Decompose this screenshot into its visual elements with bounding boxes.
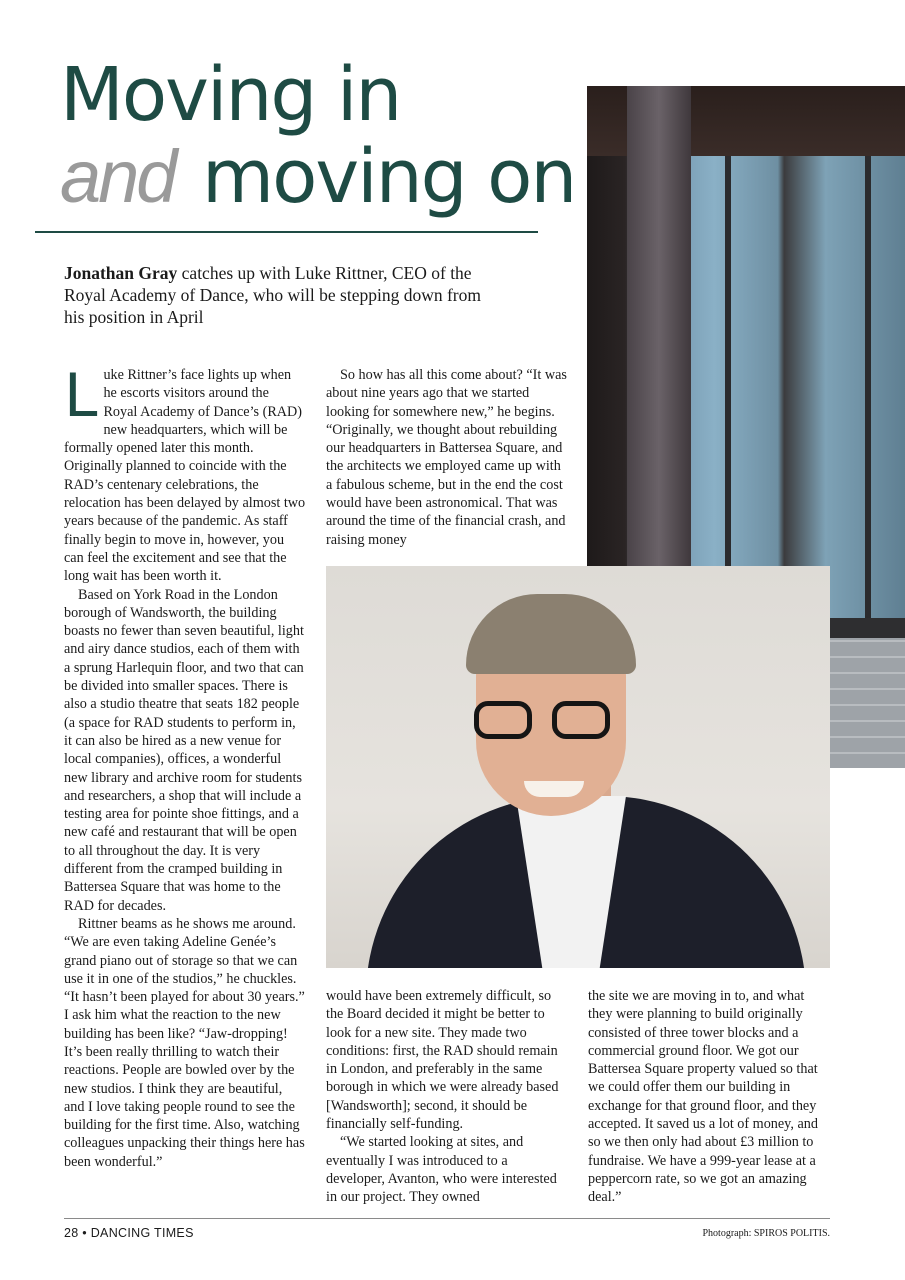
body-paragraph: would have been extremely difficult, so the Board decided it might be better to look for a new site. They made two conditions: first, the RAD should remain in London, and preferably in the same borough in which we were already based [Wandsworth]; second, it should be financially self-funding. bbox=[326, 988, 559, 1133]
glasses-lens-right bbox=[552, 701, 610, 739]
paragraph-text: uke Rittner’s face lights up when he escorts visitors around the Royal Academy of Dance’s (RAD) new headquarters, which will be formally opened later this month. Originally planned to coincide with the RAD’s centenary celebrations, the relocation has been delayed by almost two years because of the pandemic. As staff finally begin to move in, however, you can feel the excitement and see that the long wait has been worth it. bbox=[64, 367, 306, 585]
body-column-1 bbox=[64, 361, 306, 1171]
portrait-photo bbox=[326, 566, 830, 968]
body-paragraph: “We started looking at sites, and eventually I was introduced to a developer, Avanton, who were interested in our project. They owned bbox=[326, 1134, 557, 1206]
drop-cap: L bbox=[64, 361, 98, 431]
glasses-lens-left bbox=[474, 701, 532, 739]
headline-rule bbox=[35, 231, 538, 233]
body-column-2-bottom bbox=[326, 987, 562, 1207]
page-folio: 28 • DANCING TIMES bbox=[64, 1226, 194, 1240]
body-paragraph bbox=[64, 361, 306, 586]
body-paragraph: the site we are moving in to, and what they were planning to build originally consisted of three tower blocks and a commercial ground floor. We got our Battersea Square property valued so that we could offer them our building in exchange for that ground floor, and they accepted. It saved us a lot of money, and so we then only had about £3 million to fundraise. We have a 999-year lease at a peppercorn rate, so we got an amazing deal.” bbox=[588, 988, 818, 1206]
standfirst bbox=[64, 262, 504, 328]
photo-credit: Photograph: SPIROS POLITIS. bbox=[702, 1228, 830, 1239]
headline-italic-word: and bbox=[60, 135, 175, 218]
body-paragraph: So how has all this come about? “It was about nine years ago that we started looking for somewhere new,” he begins. “Originally, we thought about rebuilding our headquarters in Battersea Square, and the architects we employed came up with a fabulous scheme, but in the end the cost would have been astronomical. That was around the time of the financial crash, and raising money bbox=[326, 367, 567, 548]
portrait-smile bbox=[524, 781, 584, 797]
body-column-3 bbox=[588, 987, 824, 1207]
body-column-2-top bbox=[326, 366, 570, 549]
headline-line-2-text: moving on bbox=[202, 134, 576, 220]
portrait-hair bbox=[466, 594, 636, 674]
headline-line-1: Moving in bbox=[60, 52, 401, 138]
body-paragraph: Rittner beams as he shows me around. “We are even taking Adeline Genée’s grand piano out of storage so that we can use it in one of the studios,” he chuckles. “It hasn’t been played for about 30 years.” I ask him what the reaction to the new building has been like? “Jaw-dropping! It’s been really thrilling to watch their reactions. People are bowled over by the new studios. I think they are beautiful, and I love taking people round to see the building for the first time. Also, watching colleagues unpacking their things here has been wonderful.” bbox=[64, 915, 305, 1170]
body-paragraph: Based on York Road in the London borough of Wandsworth, the building boasts no fewer than seven beautiful, light and airy dance studios, each of them with a sprung Harlequin floor, and two that can be divided into smaller spaces. There is also a studio theatre that seats 182 people (a space for RAD students to perform in, it can also be hired as a new venue for local companies), offices, a wonderful new library and archive room for students and researchers, a shop that will include a testing area for pointe shoe fittings, and a new café and restaurant that will be open to all throughout the day. It is very different from the cramped building in Battersea Square that was home to the RAD for decades. bbox=[64, 586, 304, 914]
author-name: Jonathan Gray bbox=[64, 263, 178, 283]
portrait-glasses bbox=[474, 701, 624, 741]
footer-rule bbox=[64, 1218, 830, 1219]
headline-line-2 bbox=[60, 134, 576, 220]
standfirst-text: catches up with Luke Rittner, CEO of the Royal Academy of Dance, who will be stepping down from his position in April bbox=[64, 263, 481, 327]
